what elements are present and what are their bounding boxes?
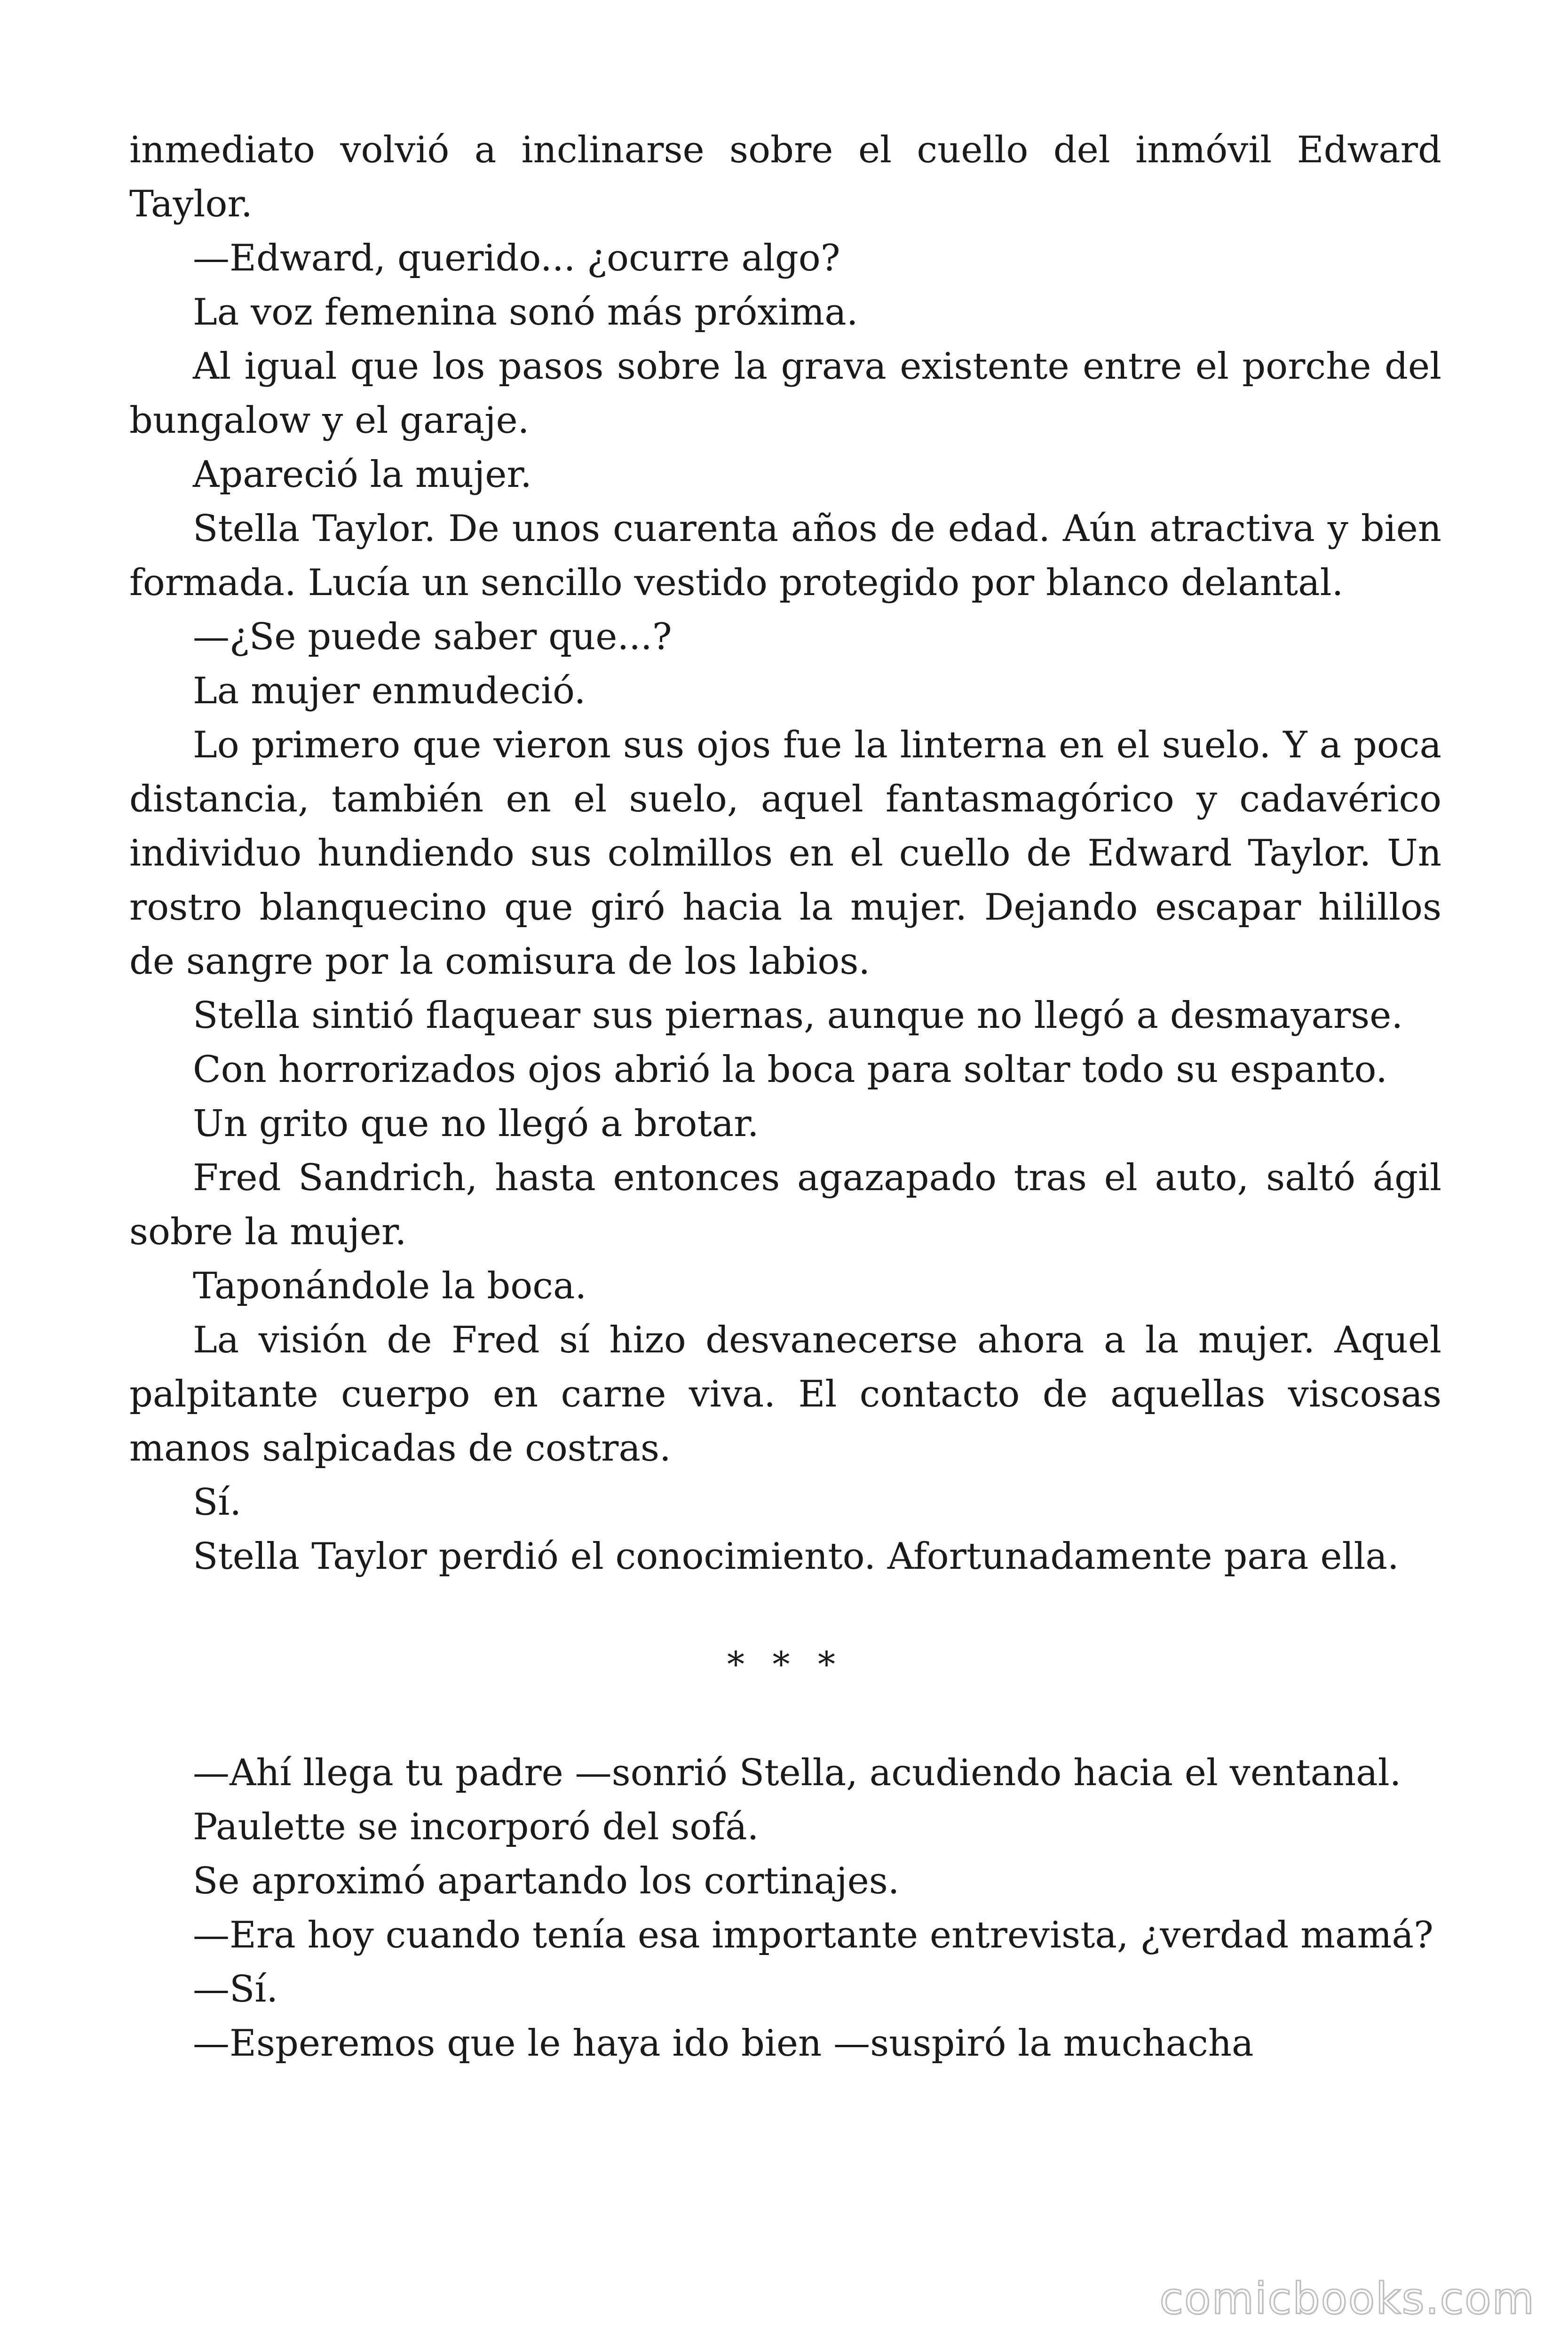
book-page bbox=[129, 123, 1441, 2071]
paragraph: —¿Se puede saber que...? bbox=[193, 616, 672, 658]
paragraph: Stella Taylor. De unos cuarenta años de edad. Aún atractiva y bien formada. Lucía un sencillo vestido protegido por blanco delantal. bbox=[129, 508, 1441, 604]
section-break: * * * bbox=[727, 1645, 844, 1685]
paragraph: La voz femenina sonó más próxima. bbox=[193, 291, 858, 334]
paragraph: La mujer enmudeció. bbox=[193, 670, 586, 712]
paragraph: —Sí. bbox=[193, 1968, 278, 2010]
paragraph: Fred Sandrich, hasta entonces agazapado tras el auto, saltó ágil sobre la mujer. bbox=[129, 1157, 1441, 1253]
paragraph: Apareció la mujer. bbox=[193, 453, 532, 496]
paragraph: Se aproximó apartando los cortinajes. bbox=[193, 1860, 900, 1902]
paragraph: Lo primero que vieron sus ojos fue la linterna en el suelo. Y a poca distancia, también en el suelo, aquel fantasmagórico y cadavérico individuo hundiendo sus colmillos en el cuello de Edward Taylor. Un rostro blanquecino que giró hacia la mujer. Dejando escapar hilillos de sangre por la comisura de los labios. bbox=[129, 724, 1441, 983]
paragraph: —Edward, querido... ¿ocurre algo? bbox=[193, 237, 840, 279]
paragraph: Al igual que los pasos sobre la grava existente entre el porche del bungalow y el garaje. bbox=[129, 345, 1441, 442]
paragraph: La visión de Fred sí hizo desvanecerse ahora a la mujer. Aquel palpitante cuerpo en carne viva. El contacto de aquellas viscosas manos salpicadas de costras. bbox=[129, 1319, 1441, 1470]
paragraph: —Era hoy cuando tenía esa importante entrevista, ¿verdad mamá? bbox=[193, 1914, 1433, 1956]
watermark: comicbooks.com bbox=[1159, 2273, 1535, 2324]
paragraph: Stella sintió flaquear sus piernas, aunque no llegó a desmayarse. bbox=[193, 994, 1403, 1037]
paragraph: Sí. bbox=[193, 1481, 242, 1524]
paragraph: inmediato volvió a inclinarse sobre el cuello del inmóvil Edward Taylor. bbox=[129, 129, 1441, 225]
paragraph: Un grito que no llegó a brotar. bbox=[193, 1103, 759, 1145]
paragraph: Taponándole la boca. bbox=[193, 1265, 587, 1307]
paragraph: Con horrorizados ojos abrió la boca para soltar todo su espanto. bbox=[193, 1049, 1387, 1091]
paragraph: Paulette se incorporó del sofá. bbox=[193, 1806, 759, 1848]
paragraph: —Ahí llega tu padre —sonrió Stella, acudiendo hacia el ventanal. bbox=[193, 1752, 1402, 1794]
paragraph: —Esperemos que le haya ido bien —suspiró la muchacha bbox=[193, 2022, 1254, 2065]
paragraph: Stella Taylor perdió el conocimiento. Afortunadamente para ella. bbox=[193, 1535, 1399, 1578]
